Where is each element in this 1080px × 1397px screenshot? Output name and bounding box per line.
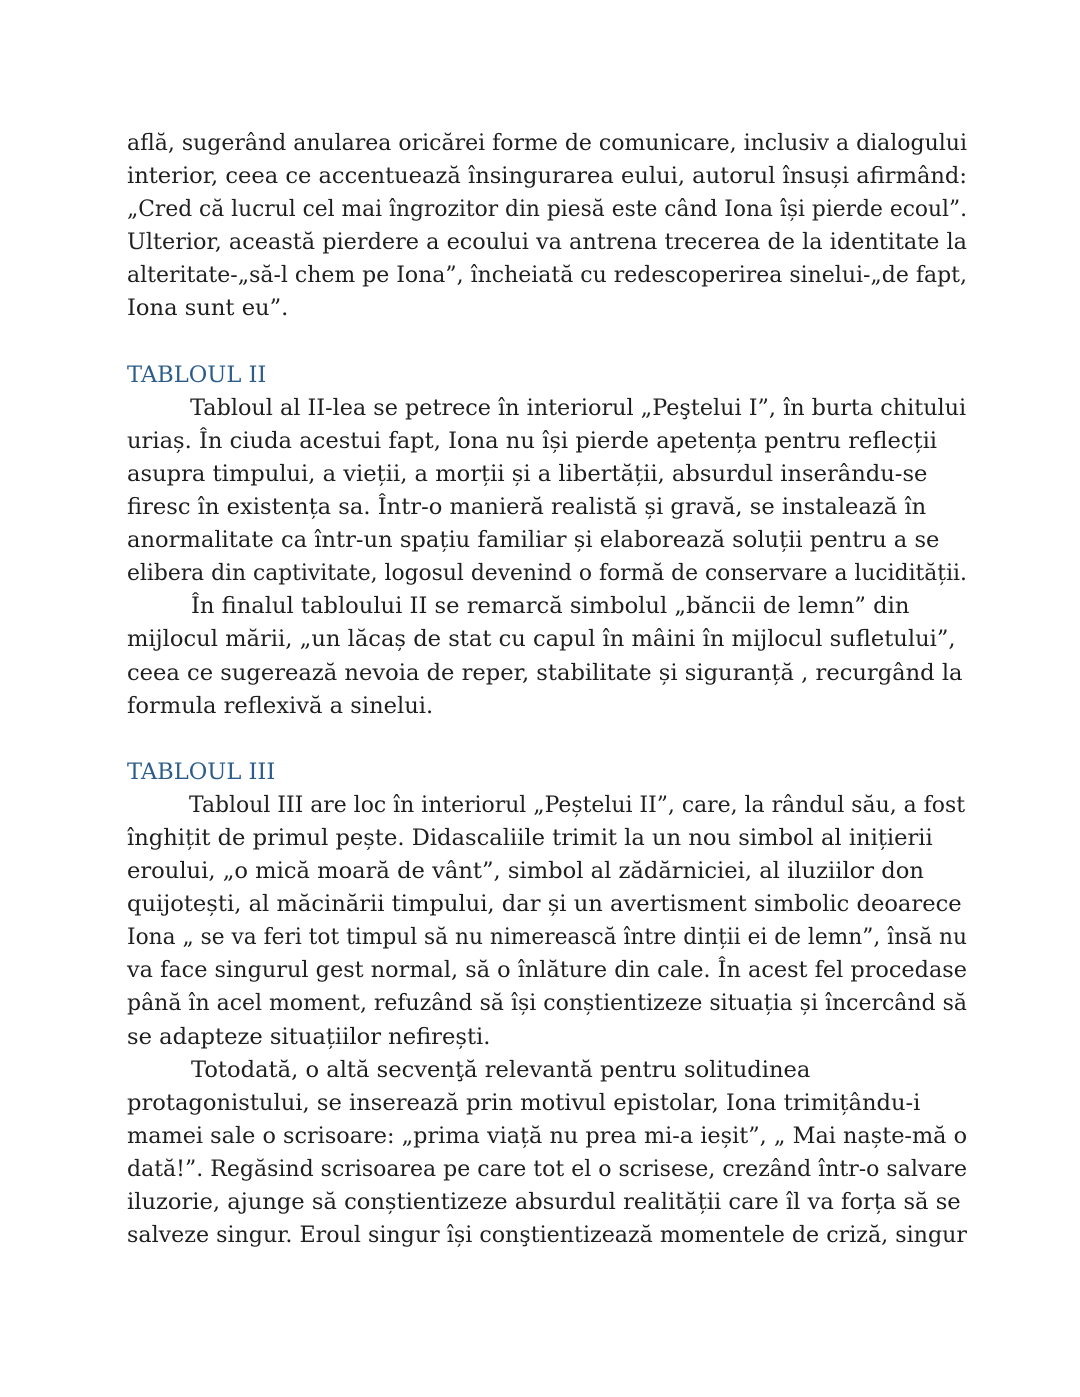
text-line: va face singurul gest normal, să o înlăture din cale. În acest fel procedase [127,957,968,984]
text-line: mamei sale o scrisoare: „prima viață nu prea mi-a ieșit”, „ Mai naște-mă o [127,1122,968,1149]
document-page [127,127,967,1252]
text-line: alteritate-„să-l chem pe Iona”, încheiată cu redescoperirea sinelui-„de fapt, [127,262,967,289]
text-line: În finalul tabloului II se remarcă simbolul „băncii de lemn” din [191,593,910,620]
text-line: Iona sunt eu”. [127,295,289,322]
text-line: înghițit de primul pește. Didascaliile trimit la un nou simbol al inițierii [127,824,933,851]
paragraph-tabloul-iii-2 [127,1054,967,1253]
section-heading-tabloul-ii: TABLOUL II [127,361,267,388]
text-line: Tabloul al II-lea se petrece în interiorul „Peştelui I”, în burta chitului [190,394,967,421]
text-line: mijlocul mării, „un lăcaș de stat cu capul în mâini în mijlocul sufletului”, [127,626,956,653]
text-line: eroului, „o mică moară de vânt”, simbol al zădărniciei, al iluziilor don [127,858,924,885]
text-line: elibera din captivitate, logosul devenind o formă de conservare a lucidității. [127,560,967,587]
text-line: protagonistului, se inserează prin motivul epistolar, Iona trimițându-i [127,1089,921,1116]
text-line: anormalitate ca într-un spațiu familiar și elaborează soluții pentru a se [127,527,940,554]
text-line: Ulterior, această pierdere a ecoului va antrena trecerea de la identitate la [127,229,967,256]
text-line: până în acel moment, refuzând să își conștientizeze situația și încercând să [127,990,967,1017]
text-line: „Cred că lucrul cel mai îngrozitor din piesă este când Iona își pierde ecoul”. [127,196,968,223]
text-line: află, sugerând anularea oricărei forme de comunicare, inclusiv a dialogului [127,130,968,156]
text-line: asupra timpului, a vieții, a morții și a libertății, absurdul inserându-se [127,460,928,487]
text-line: Totodată, o altă secvenţă relevantă pentru solitudinea [191,1056,811,1083]
text-line: uriaș. În ciuda acestui fapt, Iona nu își pierde apetența pentru reflecții [127,427,938,454]
text-line: Iona „ se va feri tot timpul să nu nimerească între dinții ei de lemn”, însă nu [127,924,967,951]
text-line: firesc în existența sa. Într-o manieră realistă și gravă, se instalează în [127,494,927,521]
text-line: se adapteze situațiilor nefirești. [127,1023,491,1050]
text-line: salveze singur. Eroul singur își conştientizează momentele de criză, singur [127,1222,967,1249]
text-line: quijotești, al măcinării timpului, dar și un avertisment simbolic deoarece [127,891,962,918]
spacer [127,723,967,756]
paragraph-tabloul-ii-1 [127,392,967,591]
text-line: ceea ce sugerează nevoia de reper, stabilitate și siguranță , recurgând la [127,659,963,686]
text-line: iluzorie, ajunge să conștientizeze absurdul realității care îl va forța să se [127,1189,961,1215]
text-line: formula reflexivă a sinelui. [127,692,434,719]
text-line: Tabloul III are loc în interiorul „Peștelui II”, care, la rândul său, a fost [189,791,966,818]
paragraph-tabloul-iii-1 [127,789,967,1054]
spacer [127,326,967,359]
paragraph-tabloul-ii-2 [127,590,967,722]
paragraph-intro [127,127,967,326]
section-heading-tabloul-iii: TABLOUL III [127,758,276,785]
text-line: interior, ceea ce accentuează însingurarea eului, autorul însuși afirmând: [127,163,967,190]
text-line: dată!”. Regăsind scrisoarea pe care tot el o scrisese, crezând într-o salvare [127,1155,967,1182]
